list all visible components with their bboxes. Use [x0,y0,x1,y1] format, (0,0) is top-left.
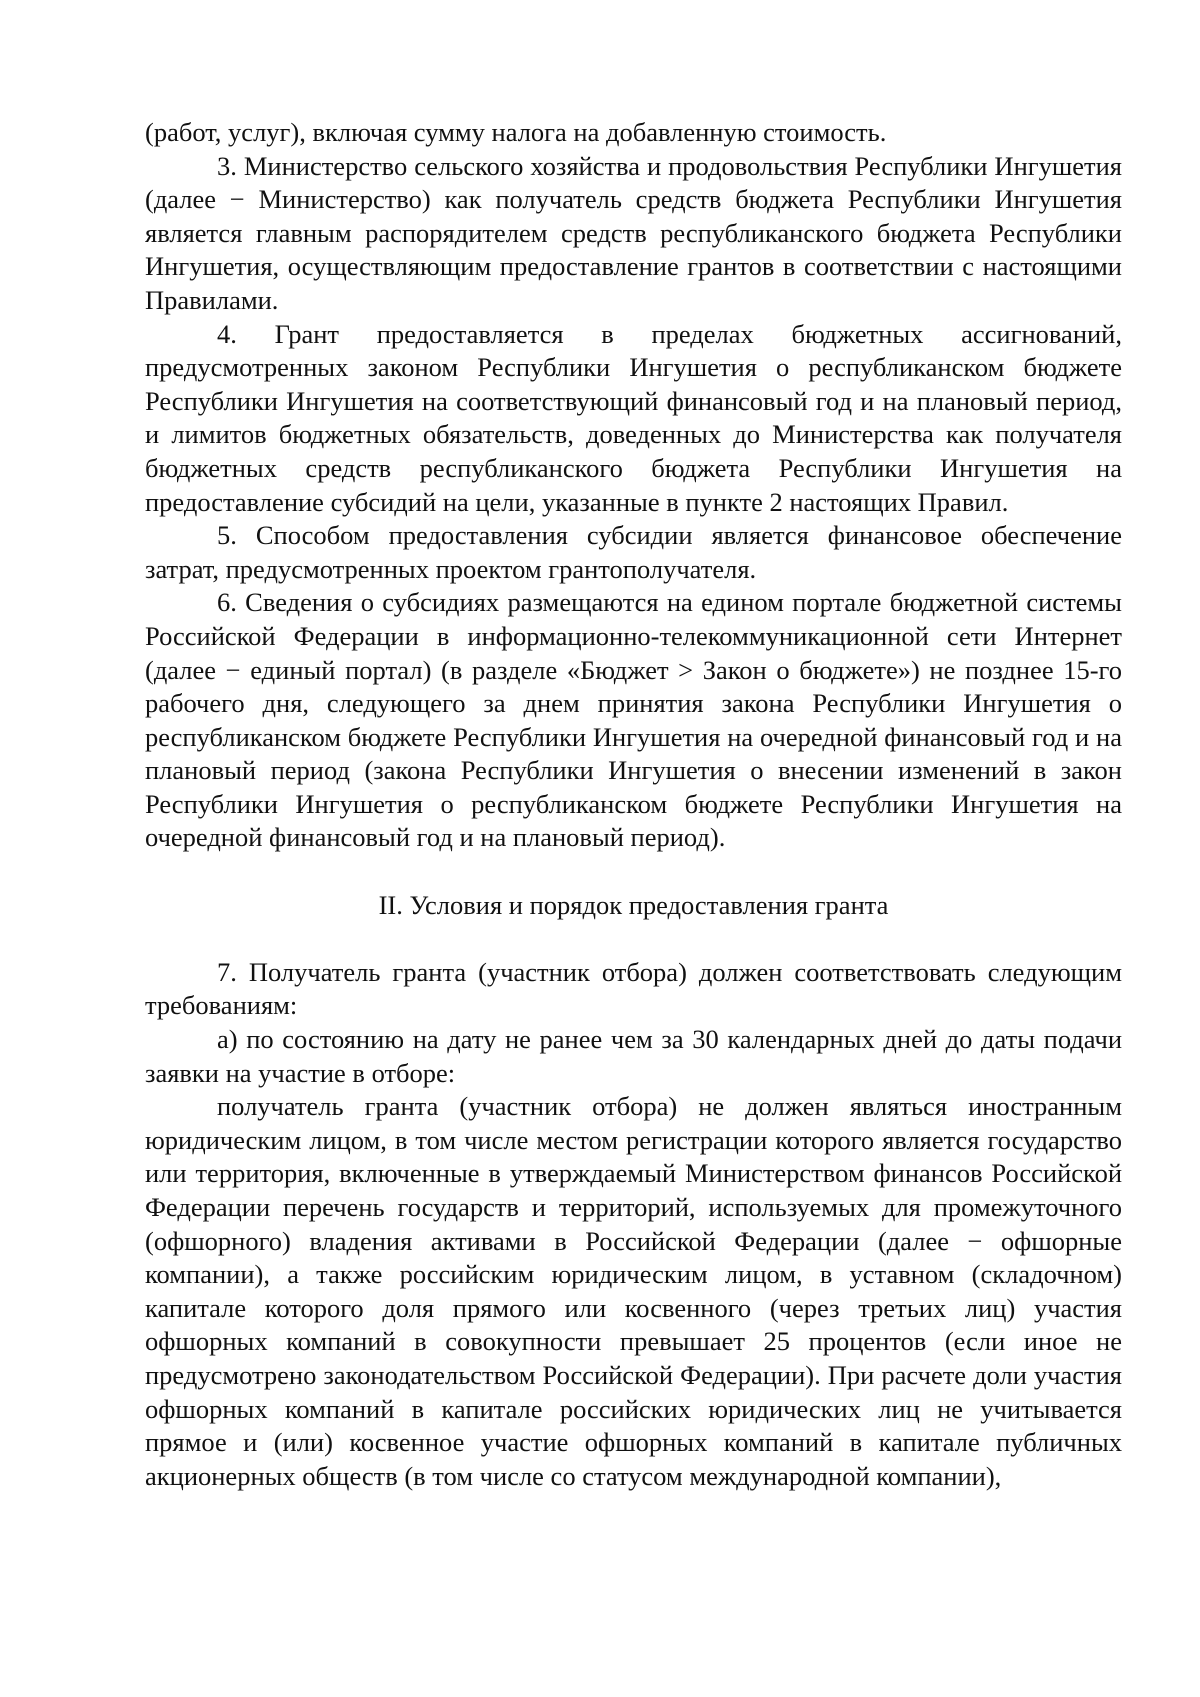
paragraph-item-4: 4. Грант предоставляется в пределах бюджетных ассигнований, предусмотренных законом Республики Ингушетия о республиканском бюджете Республики Ингушетия на соответствующий финансовый год и на плановый период, и лимитов бюджетных обязательств, доведенных до Министерства как получателя бюджетных средств республиканского бюджета Республики Ингушетия на предоставление субсидий на цели, указанные в пункте 2 настоящих Правил. [145,318,1122,517]
paragraph-offshore-requirement: получатель гранта (участник отбора) не должен являться иностранным юридическим лицом, в том числе местом регистрации которого является государство или территория, включенные в утверждаемый Министерством финансов Российской Федерации перечень государств и территорий, используемых для промежуточного (офшорного) владения активами в Российской Федерации (далее − офшорные компании), а также российским юридическим лицом, в уставном (складочном) капитале которого доля прямого или косвенного (через третьих лиц) участия офшорных компаний в совокупности превышает 25 процентов (если иное не предусмотрено законодательством Российской Федерации). При расчете доли участия офшорных компаний в капитале российских юридических лиц не учитывается прямое и (или) косвенное участие офшорных компаний в капитале публичных акционерных обществ (в том числе со статусом международной компании), [145,1091,1122,1491]
section-heading: II. Условия и порядок предоставления гранта [378,889,889,920]
paragraph-item-7: 7. Получатель гранта (участник отбора) должен соответствовать следующим требованиям: [145,956,1122,1021]
paragraph-continuation: (работ, услуг), включая сумму налога на добавленную стоимость. [145,117,887,147]
paragraph-item-5: 5. Способом предоставления субсидии является финансовое обеспечение затрат, предусмотренных проектом грантополучателя. [145,520,1122,584]
paragraph-item-3: 3. Министерство сельского хозяйства и продовольствия Республики Ингушетия (далее − Министерство) как получатель средств бюджета Республики Ингушетия является главным распорядителем средств республиканского бюджета Республики Ингушетия, осуществляющим предоставление грантов в соответствии с настоящими Правилами. [145,150,1122,315]
paragraph-item-6: 6. Сведения о субсидиях размещаются на едином портале бюджетной системы Российской Федерации в информационно-телекоммуникационной сети Интернет (далее − единый портал) (в разделе «Бюджет > Закон о бюджете») не позднее 15-го рабочего дня, следующего за днем принятия закона Республики Ингушетия о республиканском бюджете Республики Ингушетия на очередной финансовый год и на плановый период (закона Республики Ингушетия о внесении изменений в закон Республики Ингушетия о республиканском бюджете Республики Ингушетия на очередной финансовый год и на плановый период). [145,587,1122,853]
document-body [145,116,1122,1493]
paragraph-subitem-a: а) по состоянию на дату не ранее чем за 30 календарных дней до даты подачи заявки на участие в отборе: [145,1024,1122,1088]
